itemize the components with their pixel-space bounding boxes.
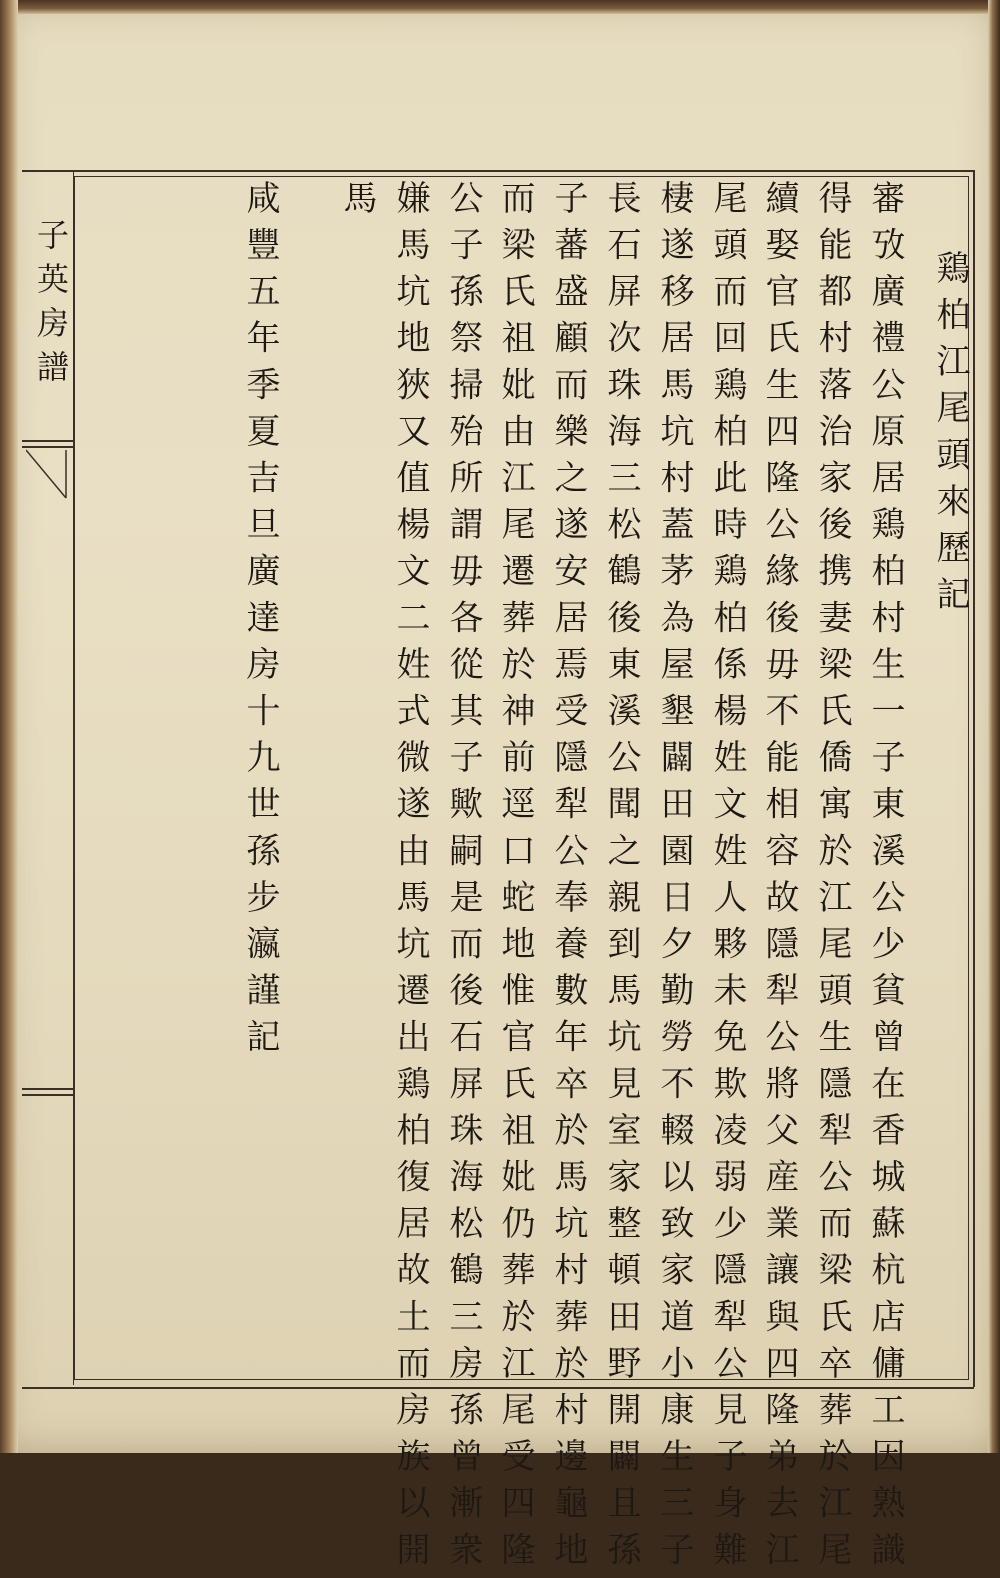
fishtail-rule-lower-2 <box>22 1094 74 1096</box>
book-edge-left <box>0 0 18 1453</box>
fishtail-mark-icon <box>26 448 70 500</box>
text-column-10: 嫌馬坑地狹又值楊文二姓式微遂由馬坑遷出鶏柏復居故土而房族以開 <box>390 180 430 1578</box>
book-edge-right <box>988 0 1000 1453</box>
text-column-6: 長石屏次珠海三松鶴後東溪公聞之親到馬坑見室家整頓田野開闢且孫 <box>601 180 641 1578</box>
text-column-2: 得能都村落治家後携妻梁氏僑寓於江尾頭生隱犁公而梁氏卒葬於江尾 <box>812 180 852 1578</box>
text-column-7: 子蕃盛顧而樂之遂安居焉受隱犁公奉養數年卒於馬坑村葬於村邊龜地 <box>548 180 588 1578</box>
text-column-3: 續娶官氏生四隆公緣後毋不能相容故隱犁公將父産業讓與四隆弟去江 <box>759 180 799 1578</box>
text-column-1: 審攷廣禮公原居鶏柏村生一子東溪公少貧曾在香城蘇杭店傭工因熟識 <box>865 180 905 1578</box>
colophon: 咸豐五年季夏吉旦廣達房十九世孫步瀛謹記 <box>240 180 280 1066</box>
book-spine-top <box>0 0 1000 14</box>
text-column-4: 尾頭而回鶏柏此時鶏柏係楊姓文姓人夥未免欺凌弱少隱犁公見子身難 <box>707 180 747 1578</box>
record-title: 鶏柏江尾頭來歷記 <box>930 250 970 623</box>
text-column-5: 棲遂移居馬坑村蓋茅為屋墾闢田園日夕勤勞不輟以致家道小康生三子 <box>654 180 694 1578</box>
text-column-8: 而梁氏祖妣由江尾遷葬於神前逕口蛇地惟官氏祖妣仍葬於江尾受四隆 <box>495 180 535 1578</box>
fishtail-rule-upper-1 <box>22 440 74 442</box>
text-column-9: 公子孫祭掃殆所謂毋各從其子歟嗣是而後石屏珠海松鶴三房孫曾漸衆 <box>443 180 483 1578</box>
fishtail-rule-lower-1 <box>22 1088 74 1090</box>
text-column-11: 馬 <box>337 180 377 227</box>
book-title: 子英房譜 <box>32 218 70 394</box>
